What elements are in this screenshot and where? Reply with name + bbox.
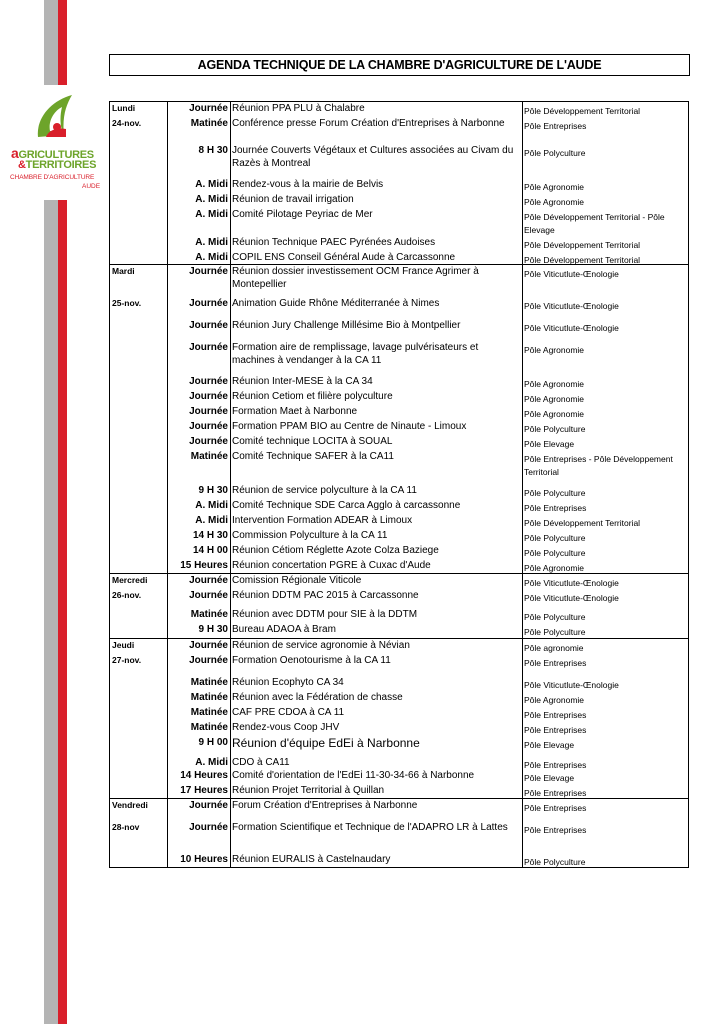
- time-cell: 14 H 30: [192, 530, 228, 541]
- pole-cell: Pôle Développement Territorial: [524, 106, 641, 116]
- day-cell: [110, 236, 167, 251]
- event-cell: Réunion Cetiom et filière polyculture: [232, 391, 393, 402]
- day-cell: [110, 420, 167, 435]
- time-cell: Journée: [189, 103, 228, 114]
- time-cell: Journée: [189, 436, 228, 447]
- logo-text-chambre: CHAMBRE D'AGRICULTURE: [10, 174, 95, 181]
- table-row: [110, 676, 688, 691]
- pole-cell: Pôle Elevage: [524, 439, 575, 449]
- pole-cell: Pôle agronomie: [524, 643, 584, 653]
- table-row: [110, 799, 688, 821]
- pole-cell: Pôle Polyculture: [524, 148, 586, 158]
- table-row: [110, 608, 688, 623]
- column-divider: [522, 265, 523, 573]
- day-cell: Vendredi: [112, 800, 148, 810]
- day-cell: [110, 676, 167, 691]
- time-cell: Matinée: [190, 707, 228, 718]
- event-cell: Réunion dossier investissement OCM France Agrimer à Montepellier: [232, 266, 479, 290]
- day-cell: 26-nov.: [112, 590, 142, 600]
- table-row: [110, 544, 688, 559]
- table-row: [110, 706, 688, 721]
- event-cell: Journée Couverts Végétaux et Cultures associées au Civam du Razès à Montreal: [232, 145, 514, 169]
- event-cell: Formation PPAM BIO au Centre de Ninaute - Limoux: [232, 421, 467, 432]
- table-row: [110, 117, 688, 144]
- day-cell: [110, 341, 167, 375]
- time-cell: 15 Heures: [180, 560, 228, 571]
- pole-cell: Pôle Entreprises: [524, 825, 587, 835]
- pole-cell: Pôle Développement Territorial: [524, 240, 641, 250]
- pole-cell: Pôle Développement Territorial - Pôle Elevage: [524, 212, 665, 235]
- time-cell: Journée: [189, 655, 228, 666]
- pole-cell: Pôle Entreprises: [524, 788, 587, 798]
- table-row: [110, 319, 688, 341]
- time-cell: 9 H 00: [198, 737, 228, 748]
- event-cell: Conférence presse Forum Création d'Entreprises à Narbonne: [232, 118, 505, 129]
- day-cell: [110, 178, 167, 193]
- agenda-table: [109, 101, 689, 868]
- day-cell: [110, 853, 167, 867]
- column-divider: [230, 265, 231, 573]
- time-cell: 14 Heures: [180, 770, 228, 781]
- time-cell: Journée: [189, 376, 228, 387]
- table-row: [110, 514, 688, 529]
- day-cell: [110, 623, 167, 638]
- event-cell: Commission Polyculture à la CA 11: [232, 530, 388, 541]
- table-row: [110, 102, 688, 117]
- table-row: [110, 178, 688, 193]
- time-cell: Journée: [189, 640, 228, 651]
- table-row: [110, 208, 688, 236]
- time-cell: A. Midi: [195, 757, 228, 768]
- pole-cell: Pôle Polyculture: [524, 627, 586, 637]
- pole-cell: Pôle Entreprises: [524, 121, 587, 131]
- event-cell: Intervention Formation ADEAR à Limoux: [232, 515, 413, 526]
- table-row: [110, 420, 688, 435]
- column-divider: [230, 639, 231, 798]
- pole-cell: Pôle Viticutlute-Œnologie: [524, 301, 619, 311]
- table-row: [110, 654, 688, 676]
- day-cell: [110, 769, 167, 784]
- day-cell: [110, 319, 167, 341]
- day-cell: [110, 435, 167, 450]
- time-cell: Matinée: [190, 118, 228, 129]
- day-cell: Jeudi: [112, 640, 135, 650]
- day-cell: [110, 208, 167, 236]
- logo: [4, 85, 106, 200]
- day-cell: [110, 544, 167, 559]
- event-cell: Réunion EURALIS à Castelnaudary: [232, 854, 391, 865]
- pole-cell: Pôle Viticutlute-Œnologie: [524, 269, 619, 279]
- day-cell: [110, 405, 167, 420]
- time-cell: A. Midi: [195, 237, 228, 248]
- pole-cell: Pôle Agronomie: [524, 563, 585, 573]
- day-cell: [110, 608, 167, 623]
- day-block: [110, 798, 688, 867]
- logo-text-agricultures: aGRICULTURES: [11, 145, 94, 161]
- time-cell: Journée: [189, 575, 228, 586]
- day-cell: [110, 375, 167, 390]
- table-row: [110, 769, 688, 784]
- event-cell: Réunion avec DDTM pour SIE à la DDTM: [232, 609, 418, 620]
- event-cell: Comité Technique SAFER à la CA11: [232, 451, 394, 462]
- event-cell: Comité Technique SDE Carca Agglo à carcassonne: [232, 500, 461, 511]
- time-cell: 9 H 30: [198, 624, 228, 635]
- time-cell: 14 H 00: [192, 545, 228, 556]
- event-cell: Bureau ADAOA à Bram: [232, 624, 336, 635]
- pole-cell: Pôle Entreprises: [524, 710, 587, 720]
- table-row: [110, 435, 688, 450]
- logo-text-aude: AUDE: [82, 183, 101, 190]
- table-row: [110, 484, 688, 499]
- pole-cell: Pôle Polyculture: [524, 424, 586, 434]
- time-cell: 8 H 30: [198, 145, 228, 156]
- day-cell: [110, 450, 167, 484]
- pole-cell: Pôle Agronomie: [524, 409, 585, 419]
- column-divider: [522, 102, 523, 264]
- time-cell: Journée: [189, 406, 228, 417]
- event-cell: Forum Création d'Entreprises à Narbonne: [232, 800, 418, 811]
- day-cell: [110, 144, 167, 178]
- pole-cell: Pôle Viticutlute-Œnologie: [524, 593, 619, 603]
- pole-cell: Pôle Développement Territorial: [524, 518, 641, 528]
- day-block: [110, 264, 688, 573]
- time-cell: Matinée: [190, 451, 228, 462]
- time-cell: A. Midi: [195, 252, 228, 263]
- pole-cell: Pôle Agronomie: [524, 182, 585, 192]
- time-cell: 17 Heures: [180, 785, 228, 796]
- time-cell: Journée: [189, 822, 228, 833]
- page-title: AGENDA TECHNIQUE DE LA CHAMBRE D'AGRICULTURE DE L'AUDE: [109, 54, 690, 76]
- day-cell: Lundi: [112, 103, 136, 113]
- pole-cell: Pôle Polyculture: [524, 612, 586, 622]
- table-row: [110, 144, 688, 178]
- event-cell: Réunion Cétiom Réglette Azote Colza Baziege: [232, 545, 439, 556]
- pole-cell: Pôle Polyculture: [524, 488, 586, 498]
- event-cell: Animation Guide Rhône Méditerranée à Nimes: [232, 298, 440, 309]
- time-cell: Matinée: [190, 722, 228, 733]
- time-cell: Journée: [189, 800, 228, 811]
- time-cell: Journée: [189, 298, 228, 309]
- day-cell: [110, 691, 167, 706]
- table-row: [110, 784, 688, 798]
- event-cell: CDO à CA11: [232, 757, 290, 768]
- table-row: [110, 529, 688, 544]
- event-cell: Formation aire de remplissage, lavage pulvérisateurs et machines à vendanger à la CA 11: [232, 342, 479, 366]
- pole-cell: Pôle Entreprises: [524, 658, 587, 668]
- pole-cell: Pôle Entreprises: [524, 503, 587, 513]
- table-row: [110, 756, 688, 769]
- event-cell: Comité technique LOCITA à SOUAL: [232, 436, 393, 447]
- table-row: [110, 450, 688, 484]
- table-row: [110, 193, 688, 208]
- table-row: [110, 499, 688, 514]
- time-cell: Journée: [189, 590, 228, 601]
- table-row: [110, 236, 688, 251]
- day-cell: 28-nov: [112, 822, 140, 832]
- pole-cell: Pôle Polyculture: [524, 533, 586, 543]
- time-cell: Journée: [189, 320, 228, 331]
- event-cell: Réunion Jury Challenge Millésime Bio à Montpellier: [232, 320, 461, 331]
- event-cell: Réunion concertation PGRE à Cuxac d'Aude: [232, 560, 431, 571]
- day-cell: [110, 514, 167, 529]
- pole-cell: Pôle Viticutlute-Œnologie: [524, 680, 619, 690]
- time-cell: Journée: [189, 391, 228, 402]
- day-block: [110, 102, 688, 264]
- time-cell: Journée: [189, 266, 228, 277]
- table-row: [110, 297, 688, 319]
- pole-cell: Pôle Viticutlute-Œnologie: [524, 323, 619, 333]
- pole-cell: Pôle Agronomie: [524, 379, 585, 389]
- day-cell: [110, 559, 167, 573]
- event-cell: Comission Régionale Viticole: [232, 575, 362, 586]
- day-cell: Mercredi: [112, 575, 148, 585]
- column-divider: [167, 265, 168, 573]
- event-cell: Réunion PPA PLU à Chalabre: [232, 103, 365, 114]
- pole-cell: Pôle Agronomie: [524, 197, 585, 207]
- event-cell: Rendez-vous à la mairie de Belvis: [232, 179, 384, 190]
- column-divider: [230, 102, 231, 264]
- event-cell: Réunion avec la Fédération de chasse: [232, 692, 403, 703]
- table-row: [110, 736, 688, 756]
- pole-cell: Pôle Développement Territorial: [524, 255, 641, 265]
- day-cell: [110, 193, 167, 208]
- column-divider: [522, 574, 523, 638]
- column-divider: [167, 639, 168, 798]
- logo-text-territoires: &TERRITOIRES: [18, 159, 97, 171]
- pole-cell: Pôle Agronomie: [524, 695, 585, 705]
- day-cell: [110, 484, 167, 499]
- table-row: [110, 721, 688, 736]
- event-cell: CAF PRE CDOA à CA 11: [232, 707, 345, 718]
- event-cell: Formation Scientifique et Technique de l'ADAPRO LR à Lattes: [232, 822, 508, 833]
- pole-cell: Pôle Elevage: [524, 740, 575, 750]
- day-cell: [110, 706, 167, 721]
- day-cell: [110, 736, 167, 756]
- table-row: [110, 821, 688, 853]
- column-divider: [522, 639, 523, 798]
- column-divider: [230, 799, 231, 867]
- day-cell: [110, 390, 167, 405]
- table-row: [110, 390, 688, 405]
- column-divider: [167, 799, 168, 867]
- pole-cell: Pôle Agronomie: [524, 345, 585, 355]
- pole-cell: Pôle Polyculture: [524, 857, 586, 867]
- table-row: [110, 375, 688, 390]
- time-cell: Matinée: [190, 677, 228, 688]
- event-cell: Réunion Projet Territorial à Quillan: [232, 785, 385, 796]
- table-row: [110, 341, 688, 375]
- event-cell: Réunion DDTM PAC 2015 à Carcassonne: [232, 590, 419, 601]
- day-cell: [110, 251, 167, 264]
- table-row: [110, 405, 688, 420]
- pole-cell: Pôle Entreprises - Pôle Développement Territorial: [524, 454, 673, 477]
- time-cell: Journée: [189, 421, 228, 432]
- day-cell: 25-nov.: [112, 298, 142, 308]
- logo-leaf-icon: [32, 91, 78, 143]
- event-cell: Réunion de travail irrigation: [232, 194, 354, 205]
- event-cell: Rendez-vous Coop JHV: [232, 722, 340, 733]
- pole-cell: Pôle Polyculture: [524, 548, 586, 558]
- time-cell: Matinée: [190, 692, 228, 703]
- pole-cell: Pôle Entreprises: [524, 725, 587, 735]
- day-cell: 27-nov.: [112, 655, 142, 665]
- time-cell: A. Midi: [195, 194, 228, 205]
- event-cell: Réunion de service polyculture à la CA 11: [232, 485, 417, 496]
- event-cell: Réunion d'équipe EdEi à Narbonne: [232, 736, 420, 750]
- pole-cell: Pôle Entreprises: [524, 760, 587, 770]
- time-cell: A. Midi: [195, 500, 228, 511]
- event-cell: Réunion Ecophyto CA 34: [232, 677, 344, 688]
- table-row: [110, 691, 688, 706]
- pole-cell: Pôle Agronomie: [524, 394, 585, 404]
- time-cell: A. Midi: [195, 515, 228, 526]
- column-divider: [230, 574, 231, 638]
- event-cell: Comité d'orientation de l'EdEi 11-30-34-66 à Narbonne: [232, 770, 475, 781]
- time-cell: Journée: [189, 342, 228, 353]
- day-cell: [110, 784, 167, 798]
- event-cell: Comité Pilotage Peyriac de Mer: [232, 209, 373, 220]
- pole-cell: Pôle Entreprises: [524, 803, 587, 813]
- event-cell: Réunion Technique PAEC Pyrénées Audoises: [232, 237, 436, 248]
- table-row: [110, 559, 688, 573]
- pole-cell: Pôle Viticutlute-Œnologie: [524, 578, 619, 588]
- day-cell: 24-nov.: [112, 118, 142, 128]
- event-cell: Réunion de service agronomie à Névian: [232, 640, 410, 651]
- day-cell: [110, 499, 167, 514]
- day-cell: [110, 721, 167, 736]
- day-block: [110, 638, 688, 798]
- event-cell: Réunion Inter-MESE à la CA 34: [232, 376, 373, 387]
- time-cell: 9 H 30: [198, 485, 228, 496]
- day-block: [110, 573, 688, 638]
- day-cell: [110, 529, 167, 544]
- table-row: [110, 574, 688, 589]
- event-cell: Formation Maet à Narbonne: [232, 406, 358, 417]
- table-row: [110, 623, 688, 638]
- time-cell: A. Midi: [195, 179, 228, 190]
- day-cell: [110, 756, 167, 769]
- day-cell: Mardi: [112, 266, 135, 276]
- table-row: [110, 853, 688, 867]
- column-divider: [167, 102, 168, 264]
- column-divider: [167, 574, 168, 638]
- event-cell: Formation Oenotourisme à la CA 11: [232, 655, 391, 666]
- pole-cell: Pôle Elevage: [524, 773, 575, 783]
- table-row: [110, 251, 688, 264]
- table-row: [110, 265, 688, 297]
- table-row: [110, 639, 688, 654]
- column-divider: [522, 799, 523, 867]
- table-row: [110, 589, 688, 608]
- event-cell: COPIL ENS Conseil Général Aude à Carcassonne: [232, 252, 456, 263]
- time-cell: Matinée: [190, 609, 228, 620]
- time-cell: A. Midi: [195, 209, 228, 220]
- time-cell: 10 Heures: [180, 854, 228, 865]
